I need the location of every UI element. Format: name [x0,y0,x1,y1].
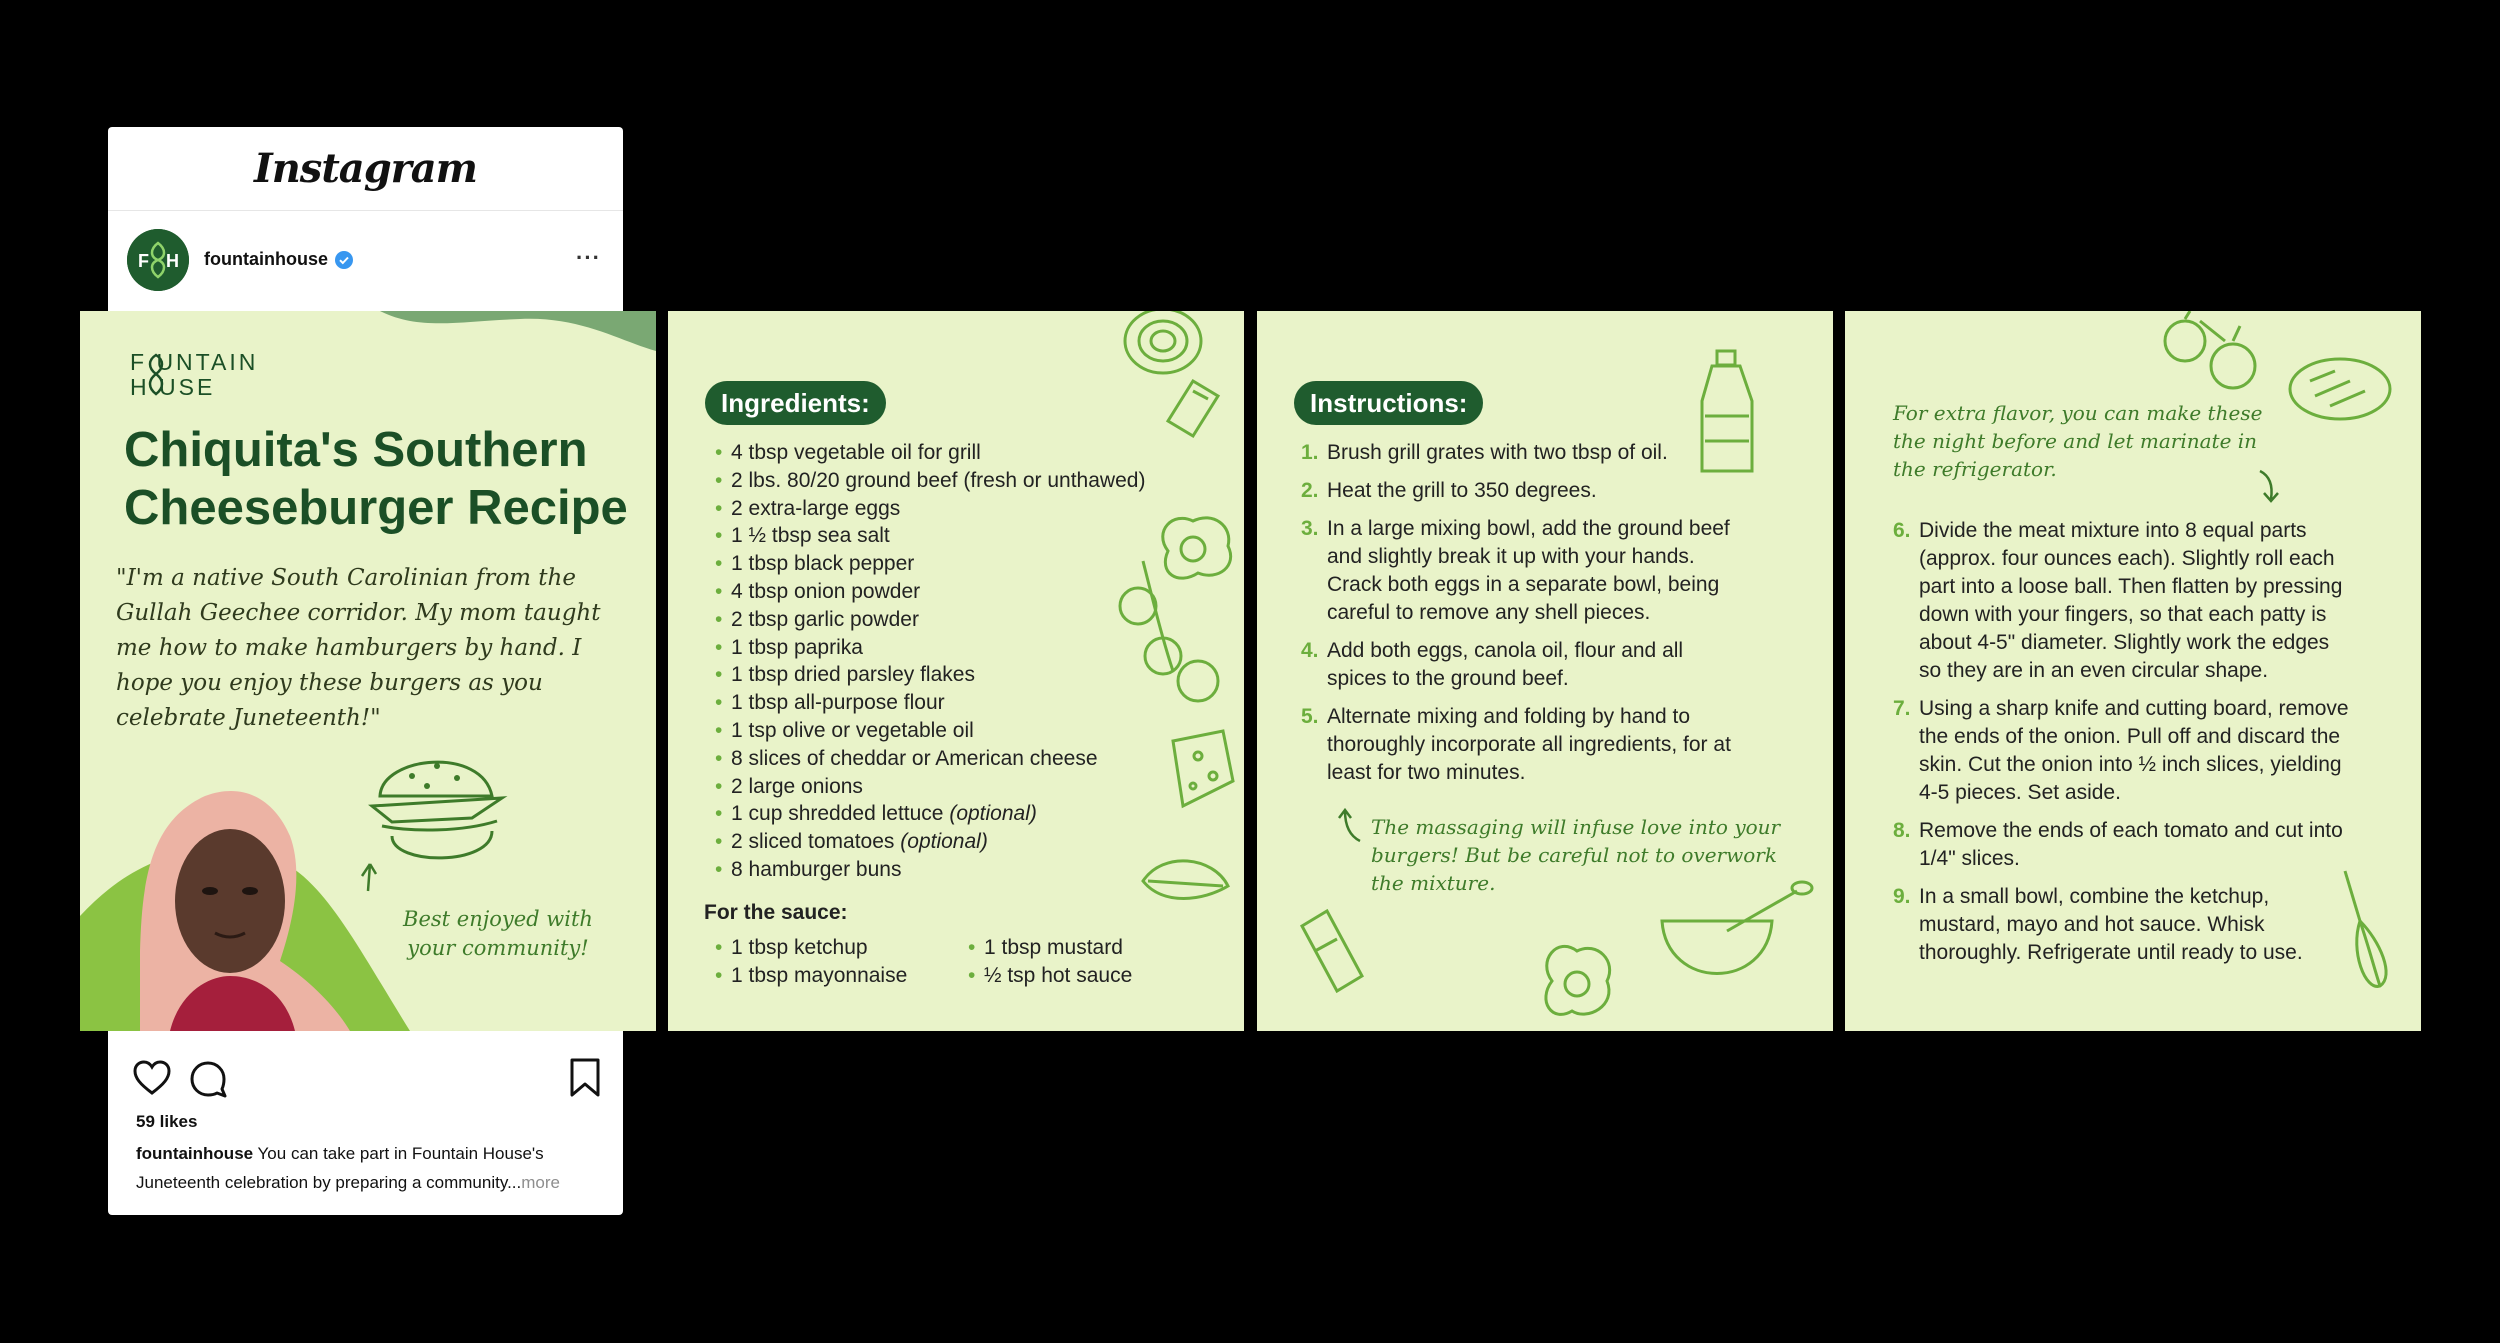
list-item: • 1 tbsp mayonnaise [715,962,907,990]
optional-label: (optional) [900,830,988,854]
avatar[interactable] [127,229,189,291]
ingredient-text: 1 cup shredded lettuce [731,802,944,826]
cheese-doodle-icon [1173,731,1233,806]
step-text: Heat the grill to 350 degrees. [1327,479,1597,502]
ingredient-text: 2 large onions [731,774,863,798]
fried-egg-doodle-icon [1546,946,1610,1014]
step-text: Add both eggs, canola oil, flour and all spices to the ground beef. [1327,639,1684,690]
step-text: Alternate mixing and folding by hand to thoroughly incorporate all ingredients, for at least for two minutes. [1327,705,1731,784]
slide-title-card [80,311,656,1031]
step-number: 4. [1301,639,1319,662]
fountain-house-logo-mark [130,350,300,400]
ingredient-text: 1 tsp olive or vegetable oil [731,718,974,742]
likes-count[interactable]: 59 likes [136,1112,198,1131]
comment-icon[interactable] [188,1059,228,1099]
ingredient-text: 1 tbsp dried parsley flakes [731,663,975,687]
step-number: 9. [1893,885,1911,908]
ingredient-text: 1 tbsp black pepper [731,552,915,576]
instructions-heading: Instructions: [1294,381,1483,425]
svg-text:F: F [138,251,149,271]
ingredient-doodles [1053,311,1243,1031]
list-item: • ½ tsp hot sauce [968,962,1132,990]
ingredient-text: 4 tbsp vegetable oil for grill [731,441,981,464]
ingredients-heading: Ingredients: [705,381,886,425]
ingredient-text: 2 extra-large eggs [731,496,901,520]
caption-more-link[interactable]: more [521,1173,560,1192]
step-text: Using a sharp knife and cutting board, remove the ends of the onion. Pull off and discard the skin. Cut the onion into ½ inch slices, yielding 4-5 pieces. Set aside. [1919,697,2349,804]
list-item: • 1 tbsp mustard [968,934,1132,962]
username-text[interactable]: fountainhouse [204,249,328,269]
caption-text: You can take part in Fountain House's Juneteenth celebration by preparing a community... [136,1144,544,1192]
shaker-doodle-icon [1168,381,1218,436]
instagram-logo: Instagram [254,145,477,192]
step-text: Brush grill grates with two tbsp of oil. [1327,441,1668,464]
mixing-bowl-doodle-icon [1662,882,1812,974]
slide-instructions-continued-card [1845,311,2421,1031]
step-number: 8. [1893,819,1911,842]
burger-doodle-icon [352,736,522,896]
lettuce-doodle-icon [1143,861,1228,899]
onion-doodle-icon [1125,311,1201,373]
list-item: • 1 tbsp ketchup [715,934,907,962]
massaging-note: The massaging will infuse love into your burgers! But be careful not to overwork the mixture. [1371,815,1781,895]
whisk-doodle-icon [2345,871,2386,986]
heart-icon[interactable] [132,1059,172,1097]
slide-ingredients-card [668,311,1244,1031]
enjoy-note: Best enjoyed with your community! [403,907,593,960]
post-actions-bar [132,1057,602,1101]
instruction-doodles-continued [1845,311,2421,1031]
salt-shaker-doodle-icon [1302,911,1362,991]
verified-badge-icon [334,250,354,270]
step-text: In a small bowl, combine the ketchup, mustard, mayo and hot sauce. Whisk thoroughly. Refrigerate until ready to use. [1919,885,2303,964]
ingredient-text: 2 tbsp garlic powder [731,607,919,631]
patty-doodle-icon [2290,359,2390,419]
step-text: In a large mixing bowl, add the ground beef and slightly break it up with your hands. Crack both eggs in a separate bowl, being careful to remove any shell pieces. [1327,517,1730,624]
sauce-list-left [715,934,907,990]
step-text: Divide the meat mixture into 8 equal parts (approx. four ounces each). Slightly roll each part into a loose ball. Then flatten by pressing down with your fingers, so that each patty is about 4-5" diameter. Slightly work the edges so they are in an even circular shape. [1919,519,2343,682]
step-number: 5. [1301,705,1319,728]
post-username[interactable] [204,249,354,270]
slide-instructions-card [1257,311,1833,1031]
svg-text:H: H [166,251,179,271]
ingredient-text: 1 tbsp paprika [731,635,863,659]
bookmark-icon[interactable] [568,1057,602,1099]
fountain-house-avatar-icon [127,229,189,291]
optional-label: (optional) [949,802,1037,826]
fountain-house-logo [130,350,300,405]
ingredient-text: 1 tbsp all-purpose flour [731,691,945,715]
step-number: 6. [1893,519,1911,542]
ingredient-text: 8 slices of cheddar or American cheese [731,746,1098,770]
more-options-button[interactable]: ··· [576,245,601,270]
ingredient-text: 8 hamburger buns [731,857,902,881]
step-number: 3. [1301,517,1319,540]
step-number: 7. [1893,697,1911,720]
instruction-doodles [1257,311,1833,1031]
caption-username[interactable]: fountainhouse [136,1144,254,1163]
egg-doodle-icon [1163,518,1231,578]
oil-bottle-doodle-icon [1702,351,1752,471]
ingredient-text: 2 lbs. 80/20 ground beef (fresh or unthawed) [731,468,1146,492]
header-divider [108,210,623,211]
logo-line1: F UNTAIN [130,350,259,375]
ingredient-text: 2 sliced tomatoes [731,830,895,854]
recipe-title: Chiquita's Southern Cheeseburger Recipe [124,423,628,535]
post-caption [136,1139,596,1197]
ingredient-text: 1 ½ tbsp sea salt [731,524,890,548]
sauce-heading: For the sauce: [704,901,848,924]
ingredient-text: 4 tbsp onion powder [731,579,921,603]
extra-flavor-note: For extra flavor, you can make these the night before and let marinate in the refrigerator. [1893,401,2263,481]
step-text: Remove the ends of each tomato and cut into 1/4" slices. [1919,819,2343,870]
tomatoes-doodle-icon [2165,311,2255,388]
tomato-vine-doodle-icon [1120,561,1218,701]
step-number: 1. [1301,441,1319,464]
step-number: 2. [1301,479,1319,502]
logo-line2: H USE [130,374,216,400]
recipe-quote: "I'm a native South Carolinian from the Gullah Geechee corridor. My mom taught me how to make hamburgers by hand. I hope you enjoy these burgers as you celebrate Juneteenth!" [116,565,601,731]
decorative-wave [80,311,656,351]
